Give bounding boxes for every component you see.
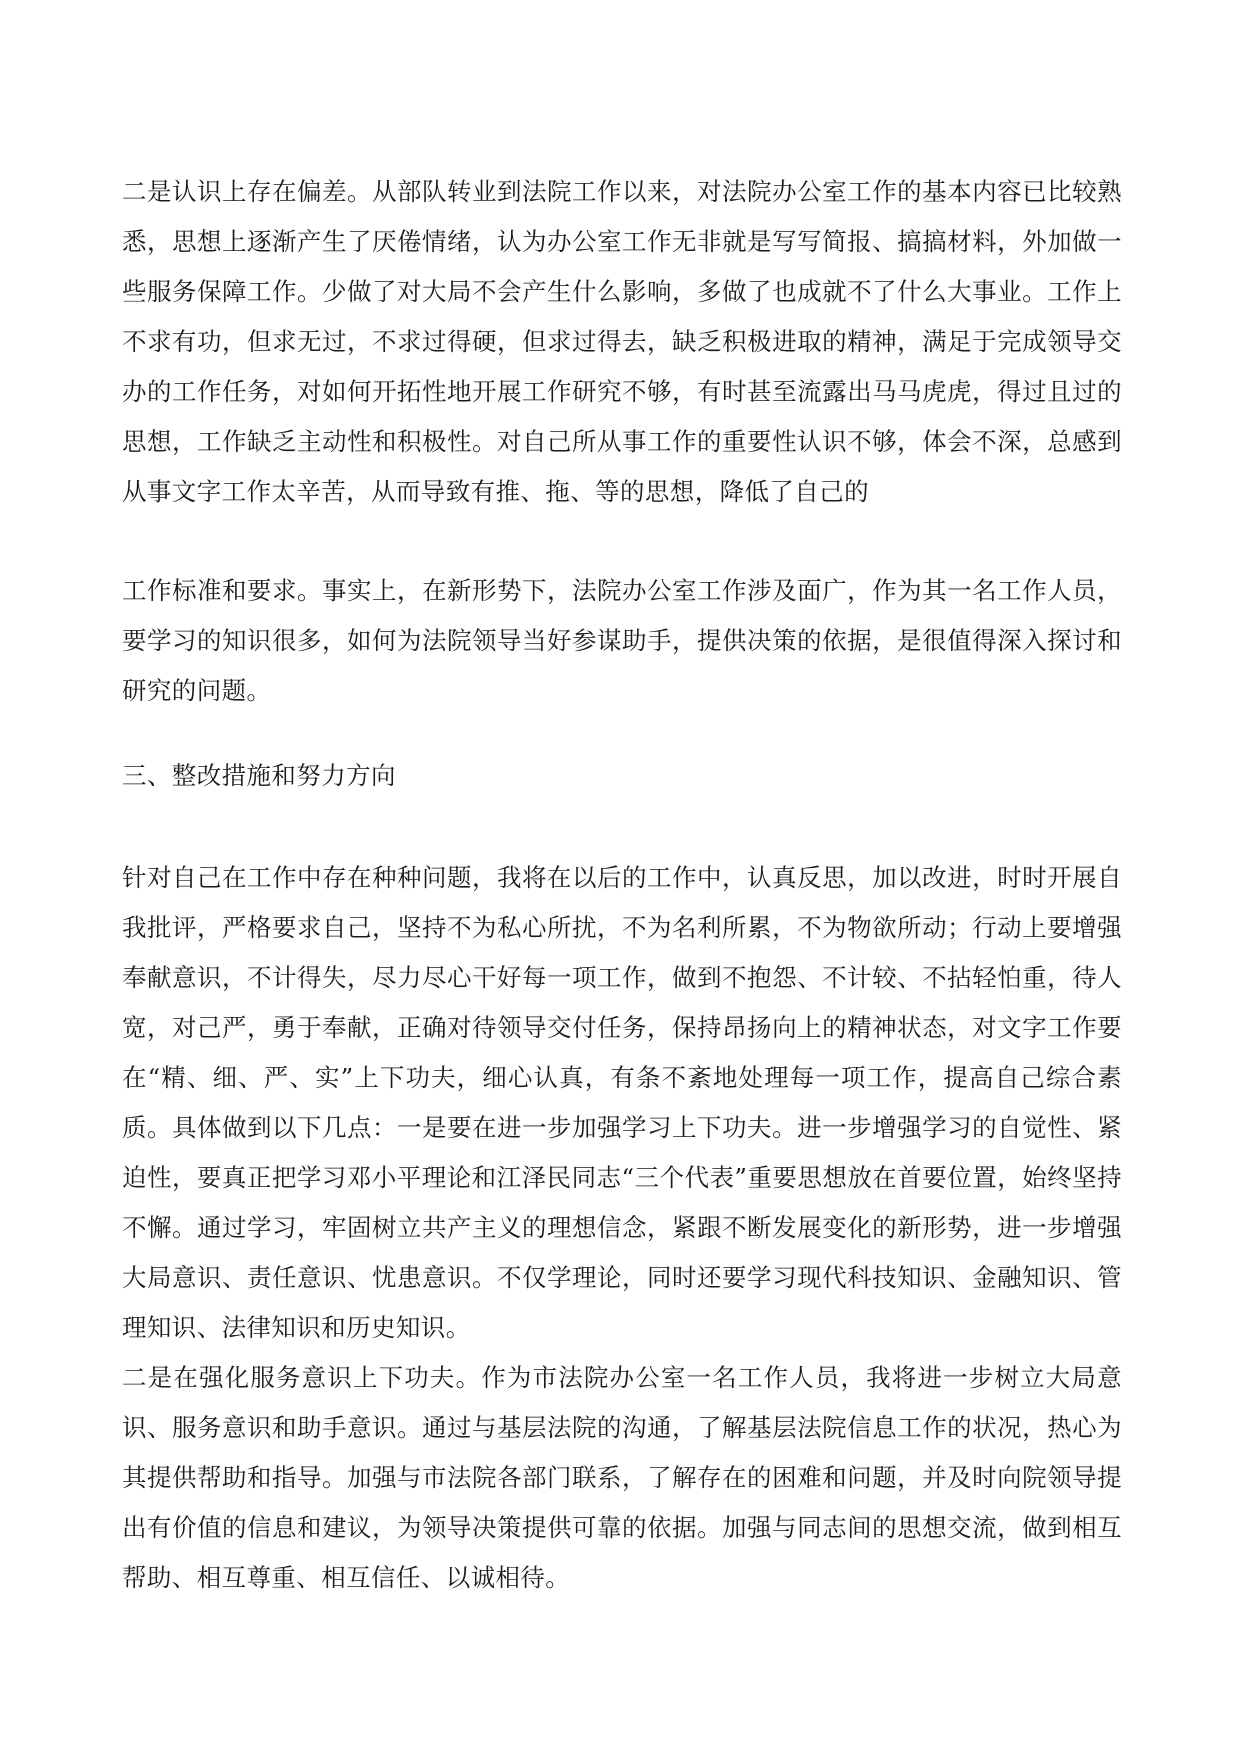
paragraph-cognition-bias: 二是认识上存在偏差。从部队转业到法院工作以来，对法院办公室工作的基本内容已比较熟悉，思想上逐渐产生了厌倦情绪，认为办公室工作无非就是写写简报、搞搞材料，外加做一些服务保障工作。少做了对大局不会产生什么影响，多做了也成就不了什么大事业。工作上不求有功，但求无过，不求过得硬，但求过得去，缺乏积极进取的精神，满足于完成领导交办的工作任务，对如何开拓性地开展工作研究不够，有时甚至流露出马马虎虎，得过且过的思想，工作缺乏主动性和积极性。对自己所从事工作的重要性认识不够，体会不深，总感到从事文字工作太辛苦，从而导致有推、拖、等的思想，降低了自己的 bbox=[122, 177, 1122, 506]
paragraph-service-awareness: 二是在强化服务意识上下功夫。作为市法院办公室一名工作人员，我将进一步树立大局意识、服务意识和助手意识。通过与基层法院的沟通，了解基层法院信息工作的状况，热心为其提供帮助和指导。加强与市法院各部门联系，了解存在的困难和问题，并及时向院领导提出有价值的信息和建议，为领导决策提供可靠的依据。加强与同志间的思想交流，做到相互帮助、相互尊重、相互信任、以诚相待。 bbox=[122, 1363, 1122, 1592]
section-heading-rectification: 三、整改措施和努力方向 bbox=[122, 761, 396, 790]
paragraph-work-standards: 工作标准和要求。事实上，在新形势下，法院办公室工作涉及面广，作为其一名工作人员，要学习的知识很多，如何为法院领导当好参谋助手，提供决策的依据，是很值得深入探讨和研究的问题。 bbox=[122, 576, 1122, 705]
paragraph-rectification-measures: 针对自己在工作中存在种种问题，我将在以后的工作中，认真反思，加以改进，时时开展自我批评，严格要求自己，坚持不为私心所扰，不为名利所累，不为物欲所动；行动上要增强奉献意识，不计得失，尽力尽心干好每一项工作，做到不抱怨、不计较、不拈轻怕重，待人宽，对己严，勇于奉献，正确对待领导交付任务，保持昂扬向上的精神状态，对文字工作要在“精、细、严、实”上下功夫，细心认真，有条不紊地处理每一项工作，提高自己综合素质。具体做到以下几点：一是要在进一步加强学习上下功夫。进一步增强学习的自觉性、紧迫性，要真正把学习邓小平理论和江泽民同志“三个代表”重要思想放在首要位置，始终坚持不懈。通过学习，牢固树立共产主义的理想信念，紧跟不断发展变化的新形势，进一步增强大局意识、责任意识、忧患意识。不仅学理论，同时还要学习现代科技知识、金融知识、管理知识、法律知识和历史知识。 bbox=[122, 863, 1122, 1342]
